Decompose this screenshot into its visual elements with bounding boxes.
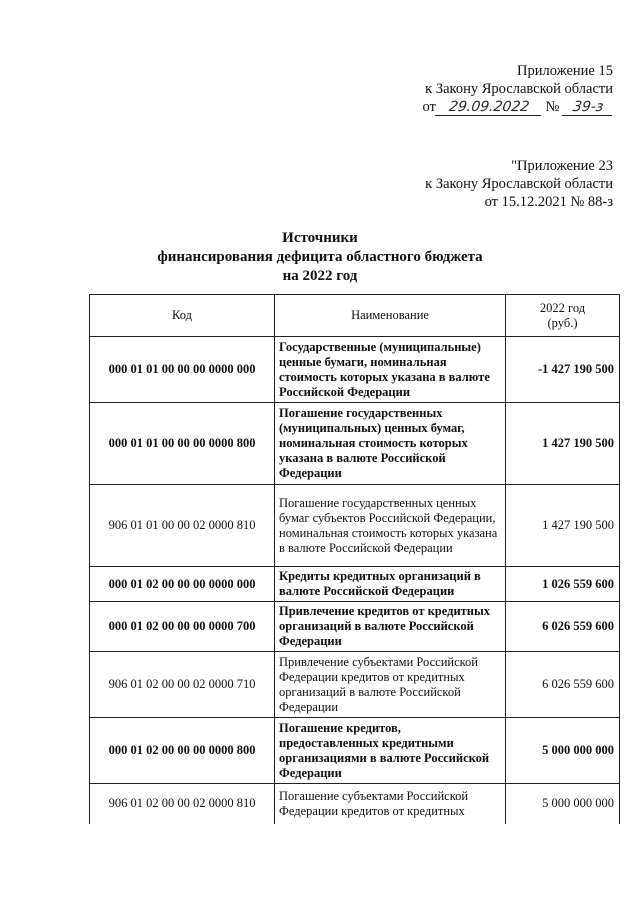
table-header-row — [90, 295, 620, 337]
appendix-23-law-reference: к Закону Ярославской области — [425, 176, 613, 192]
table-row — [90, 485, 620, 567]
from-label: от — [422, 99, 436, 115]
table-row — [90, 567, 620, 602]
row-name: Привлечение кредитов от кредитных организаций в валюте Российской Федерации — [275, 602, 506, 652]
row-amount: 1 427 190 500 — [506, 403, 620, 485]
row-amount: 1 427 190 500 — [506, 485, 620, 567]
title-line-1: Источники — [282, 230, 358, 246]
row-amount: 1 026 559 600 — [506, 567, 620, 602]
row-name: Погашение государственных ценных бумаг субъектов Российской Федерации, номинальная стоимость которых указана в валюте Российской Федерации — [275, 485, 506, 567]
appendix-23-header — [425, 157, 613, 211]
row-code: 000 01 02 00 00 00 0000 700 — [90, 602, 275, 652]
header-amount: 2022 год (руб.) — [506, 295, 620, 337]
row-name: Привлечение субъектами Российской Федерации кредитов от кредитных организаций в валюте Российской Федерации — [275, 652, 506, 718]
table-row — [90, 652, 620, 718]
row-code: 906 01 02 00 00 02 0000 810 — [90, 784, 275, 824]
row-amount: 5 000 000 000 — [506, 718, 620, 784]
row-code: 000 01 02 00 00 00 0000 800 — [90, 718, 275, 784]
table-row — [90, 337, 620, 403]
appendix-23-number: "Приложение 23 — [511, 158, 613, 174]
header-name: Наименование — [275, 295, 506, 337]
row-amount: -1 427 190 500 — [506, 337, 620, 403]
law-reference: к Закону Ярославской области — [425, 81, 613, 97]
number-label: № — [545, 99, 560, 115]
table-row — [90, 602, 620, 652]
row-amount: 6 026 559 600 — [506, 602, 620, 652]
appendix-15-header — [423, 62, 614, 116]
header-code: Код — [90, 295, 275, 337]
row-amount: 6 026 559 600 — [506, 652, 620, 718]
table-body — [90, 337, 620, 824]
table-row — [90, 784, 620, 824]
row-code: 000 01 01 00 00 00 0000 800 — [90, 403, 275, 485]
handwritten-number: 39-з — [562, 100, 614, 116]
table-row — [90, 718, 620, 784]
row-code: 906 01 02 00 00 02 0000 710 — [90, 652, 275, 718]
appendix-23-law-date: от 15.12.2021 № 88-з — [484, 194, 613, 210]
row-name: Погашение субъектами Российской Федерации кредитов от кредитных — [275, 784, 506, 824]
row-amount: 5 000 000 000 — [506, 784, 620, 824]
row-code: 000 01 02 00 00 00 0000 000 — [90, 567, 275, 602]
table-row — [90, 403, 620, 485]
law-date-number — [423, 98, 614, 116]
title-line-2: финансирования дефицита областного бюджета — [157, 249, 483, 265]
document-title — [0, 229, 640, 286]
row-name: Погашение кредитов, предоставленных кредитными организациями в валюте Российской Федерации — [275, 718, 506, 784]
row-name: Кредиты кредитных организаций в валюте Российской Федерации — [275, 567, 506, 602]
sources-table — [89, 294, 620, 824]
appendix-number: Приложение 15 — [517, 63, 613, 79]
row-code: 000 01 01 00 00 00 0000 000 — [90, 337, 275, 403]
title-line-3: на 2022 год — [282, 268, 358, 284]
row-name: Погашение государственных (муниципальных) ценных бумаг, номинальная стоимость которых указана в валюте Российской Федерации — [275, 403, 506, 485]
handwritten-date: 29.09.2022 — [435, 100, 543, 116]
row-name: Государственные (муниципальные) ценные бумаги, номинальная стоимость которых указана в валюте Российской Федерации — [275, 337, 506, 403]
row-code: 906 01 01 00 00 02 0000 810 — [90, 485, 275, 567]
